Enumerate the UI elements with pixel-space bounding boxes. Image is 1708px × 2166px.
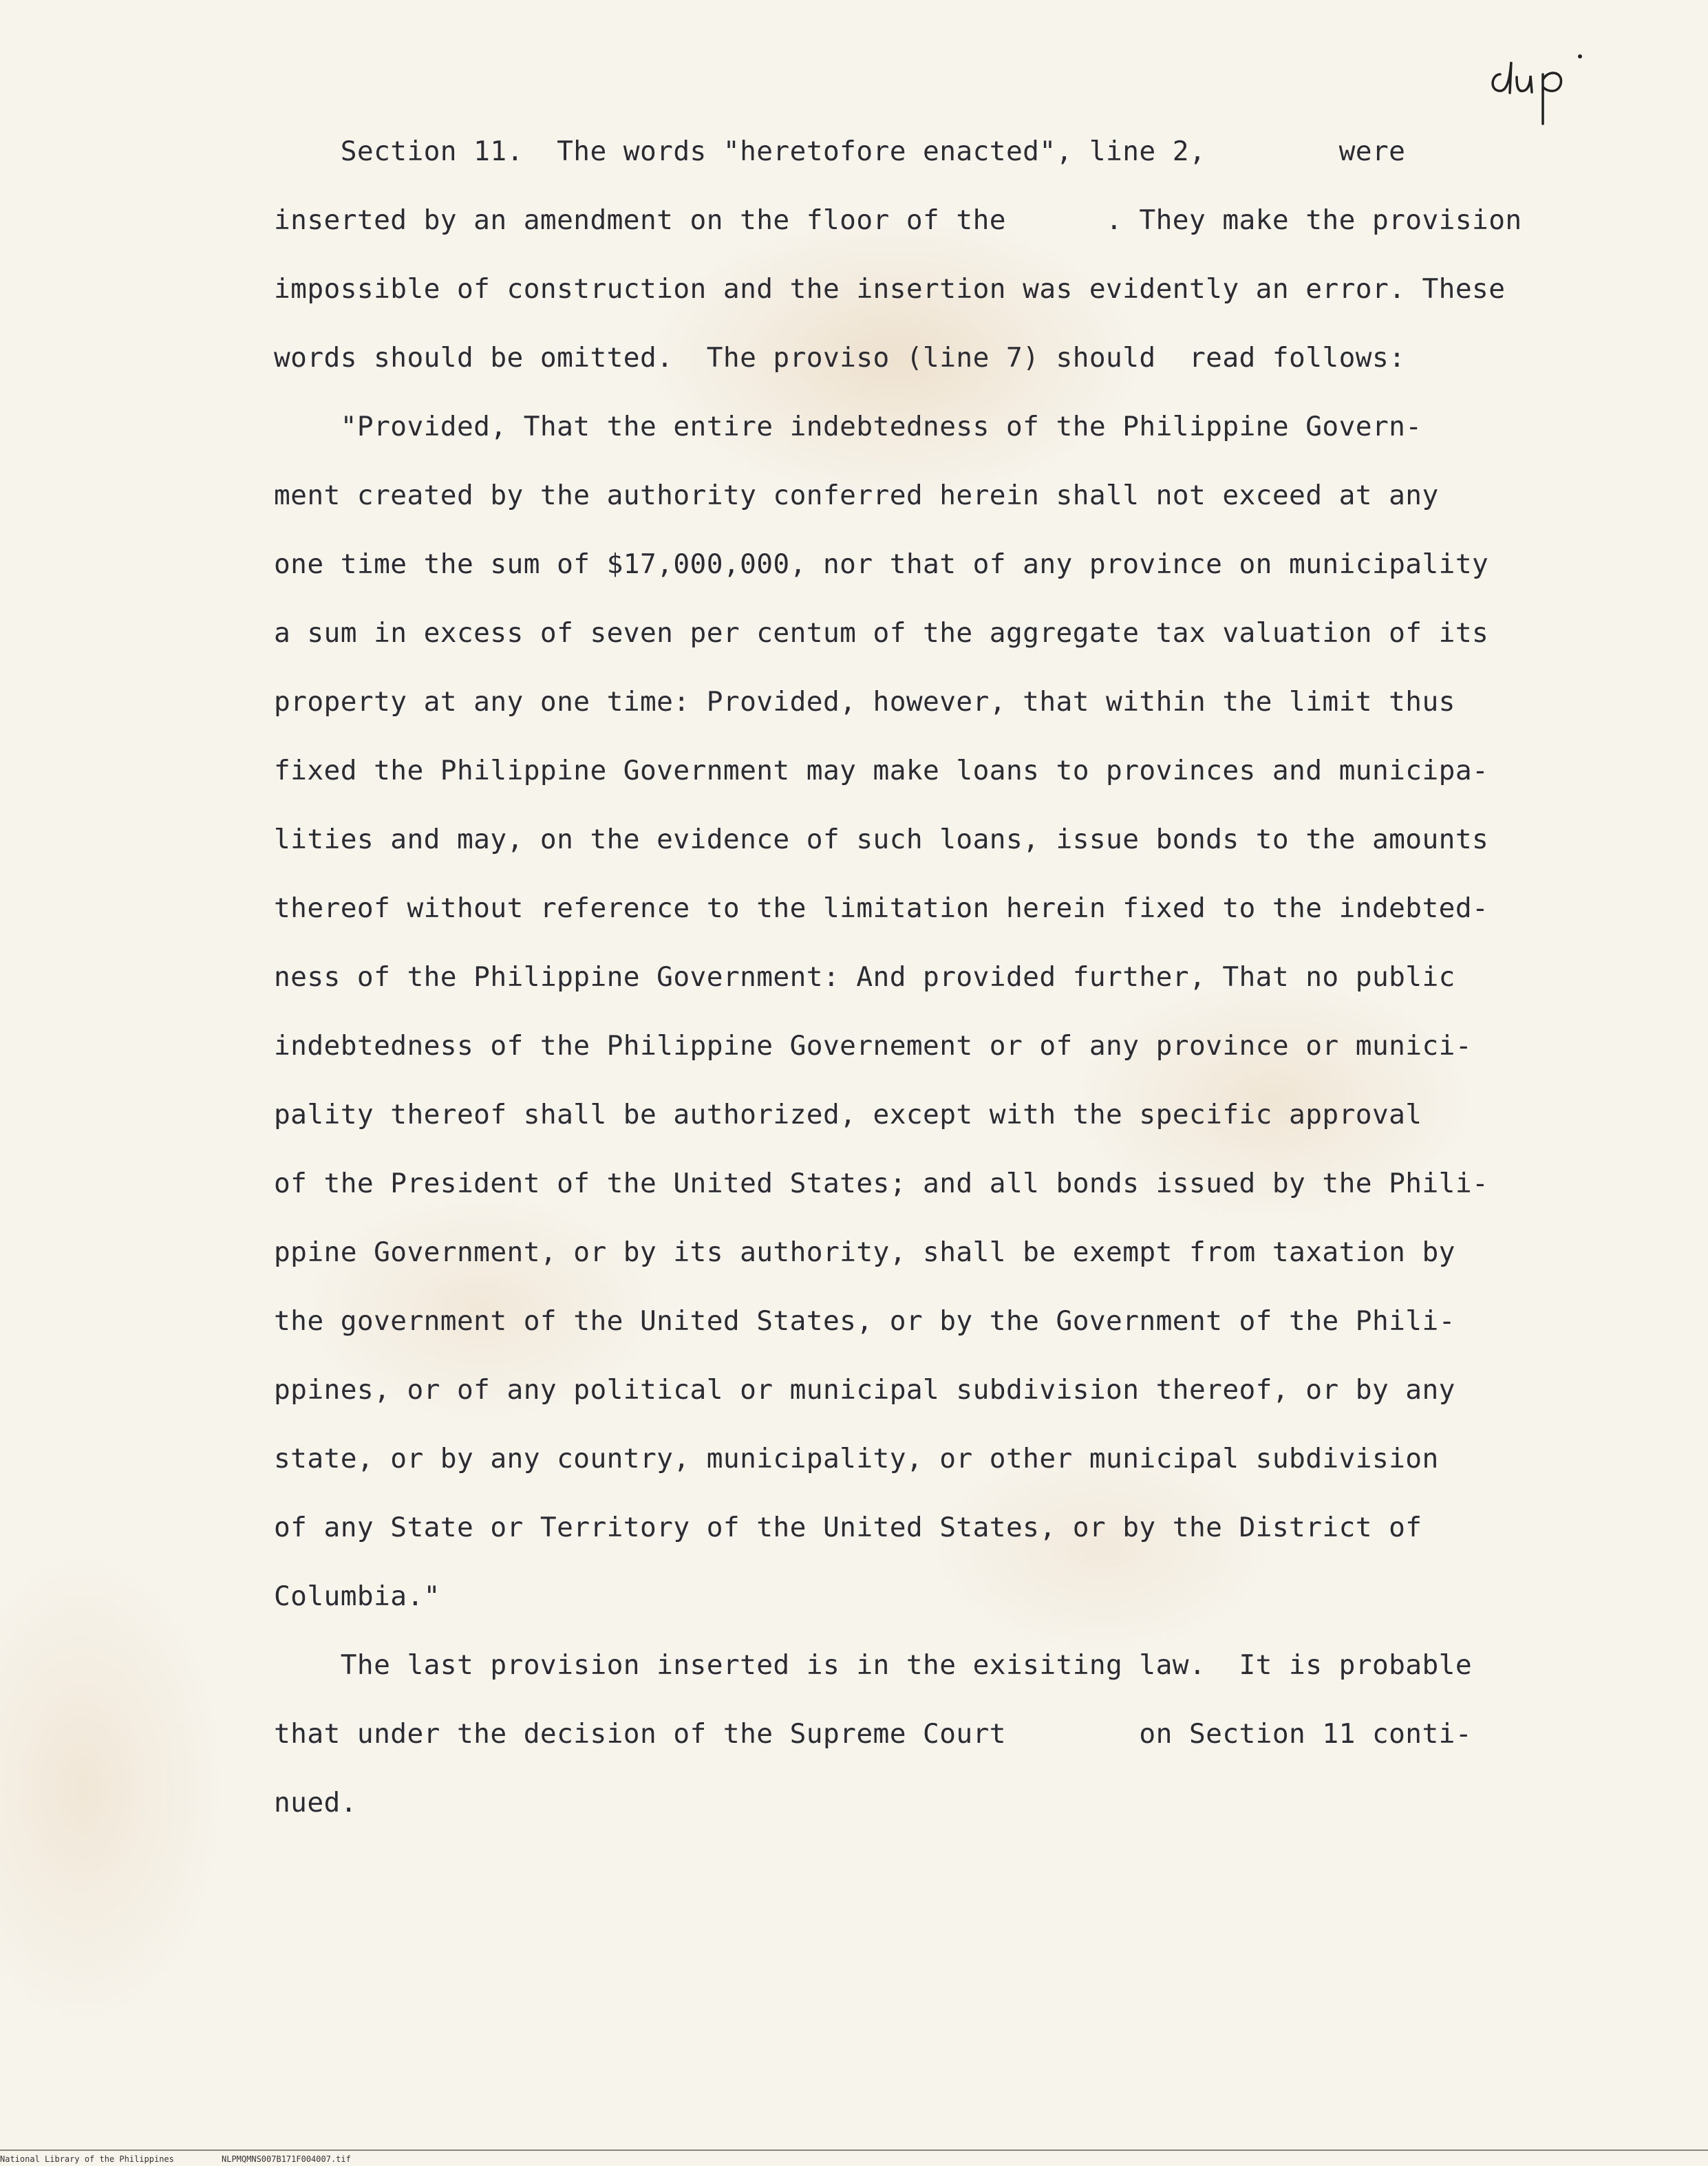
body-line: words should be omitted. The proviso (line 7) should read follows: (274, 342, 1406, 374)
body-line: property at any one time: Provided, however, that within the limit thus (274, 686, 1455, 718)
scan-bottom-edge (0, 2149, 1708, 2151)
body-line: ness of the Philippine Government: And provided further, That no public (274, 961, 1455, 993)
footer-file-id: NLPMQMNS007B171F004007.tif (222, 2154, 351, 2164)
body-line: "Provided, That the entire indebtedness of the Philippine Govern- (274, 411, 1422, 442)
body-line: inserted by an amendment on the floor of the . They make the provision (274, 204, 1522, 236)
body-line: ment created by the authority conferred herein shall not exceed at any (274, 480, 1439, 511)
footer-library-label: National Library of the Philippines (0, 2154, 174, 2164)
handwritten-annotation (1486, 41, 1597, 131)
body-line: Columbia." (274, 1580, 440, 1612)
body-line: of any State or Territory of the United States, or by the District of (274, 1512, 1422, 1543)
body-line: fixed the Philippine Government may make loans to provinces and municipa- (274, 755, 1489, 786)
body-line: a sum in excess of seven per centum of the aggregate tax valuation of its (274, 617, 1489, 649)
body-line: state, or by any country, municipality, or other municipal subdivision (274, 1443, 1439, 1475)
body-line: thereof without reference to the limitation herein fixed to the indebted- (274, 892, 1489, 924)
body-line: indebtedness of the Philippine Governement or of any province or munici- (274, 1030, 1473, 1062)
body-line: the government of the United States, or by the Government of the Phili- (274, 1305, 1455, 1337)
body-line: ppine Government, or by its authority, shall be exempt from taxation by (274, 1236, 1455, 1268)
body-line: one time the sum of $17,000,000, nor that of any province on municipality (274, 548, 1489, 580)
body-line: impossible of construction and the insertion was evidently an error. These (274, 273, 1506, 305)
body-line: that under the decision of the Supreme Court on Section 11 conti- (274, 1718, 1473, 1750)
body-line: lities and may, on the evidence of such loans, issue bonds to the amounts (274, 824, 1489, 855)
body-line: Section 11. The words "heretofore enacted", line 2, were (274, 136, 1406, 167)
body-line: The last provision inserted is in the exisiting law. It is probable (274, 1649, 1473, 1681)
body-line: ppines, or of any political or municipal subdivision thereof, or by any (274, 1374, 1455, 1406)
body-line: pality thereof shall be authorized, except with the specific approval (274, 1099, 1422, 1130)
body-line: of the President of the United States; and all bonds issued by the Phili- (274, 1168, 1489, 1199)
body-line: nued. (274, 1787, 357, 1819)
